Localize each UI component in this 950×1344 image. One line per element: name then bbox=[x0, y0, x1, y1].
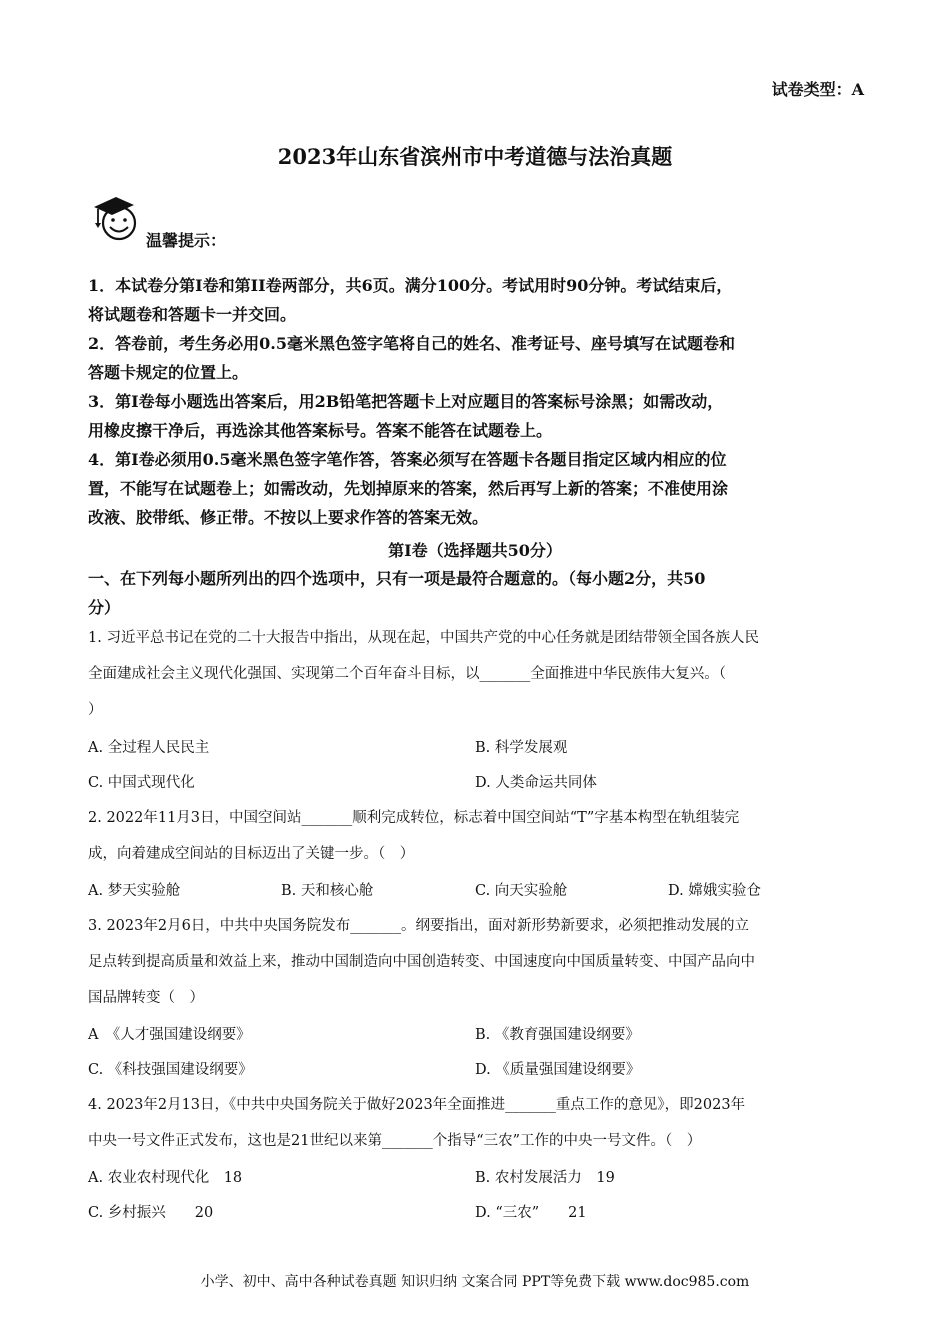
instruction-line: 1．本试卷分第I卷和第II卷两部分，共6页。满分100分。考试用时90分钟。考试结束后， bbox=[88, 276, 733, 295]
question-4-option-b[interactable]: B. 农村发展活力 19 bbox=[475, 1170, 615, 1186]
question-3-option-a[interactable]: A 《人才强国建设纲要》 bbox=[88, 1027, 251, 1043]
question-1-line: 1. 习近平总书记在党的二十大报告中指出，从现在起，中国共产党的中心任务就是团结带领全国各族人民 bbox=[88, 630, 759, 646]
question-3-line: 足点转到提高质量和效益上来，推动中国制造向中国创造转变、中国速度向中国质量转变、中国产品向中 bbox=[88, 954, 755, 970]
question-3-line: 国品牌转变（ ） bbox=[88, 990, 204, 1006]
instruction-line: 4．第I卷必须用0.5毫米黑色签字笔作答，答案必须写在答题卡各题目指定区域内相应的位 bbox=[88, 450, 727, 469]
instruction-line: 用橡皮擦干净后，再选涂其他答案标号。答案不能答在试题卷上。 bbox=[88, 421, 553, 440]
question-2-option-d[interactable]: D. 嫦娥实验仓 bbox=[668, 883, 761, 899]
question-4-line: 中央一号文件正式发布，这也是21世纪以来第_______个指导“三农”工作的中央一号文件。（ ） bbox=[88, 1133, 702, 1149]
question-1-option-c[interactable]: C. 中国式现代化 bbox=[88, 775, 195, 791]
instruction-line: 答题卡规定的位置上。 bbox=[88, 363, 249, 382]
instruction-line: 改液、胶带纸、修正带。不按以上要求作答的答案无效。 bbox=[88, 508, 489, 527]
page-title: 2023年山东省滨州市中考道德与法治真题 bbox=[277, 144, 673, 169]
question-2-line: 2. 2022年11月3日，中国空间站_______顺利完成转位，标志着中国空间站“T”字基本构型在轨组装完 bbox=[88, 810, 740, 826]
page-footer: 小学、初中、高中各种试卷真题 知识归纳 文案合同 PPT等免费下载 www.doc985.com bbox=[200, 1274, 750, 1290]
question-1-line: 全面建成社会主义现代化强国、实现第二个百年奋斗目标，以_______全面推进中华民族伟大复兴。（ bbox=[88, 666, 726, 682]
question-2-option-c[interactable]: C. 向天实验舱 bbox=[475, 883, 568, 899]
question-4-option-a[interactable]: A. 农业农村现代化 18 bbox=[88, 1170, 243, 1186]
question-4-option-d[interactable]: D. “三农” 21 bbox=[475, 1205, 587, 1221]
section-heading: 第Ⅰ卷（选择题共50分） bbox=[388, 541, 562, 560]
question-2-option-a[interactable]: A. 梦天实验舱 bbox=[88, 883, 181, 899]
question-4-option-c[interactable]: C. 乡村振兴 20 bbox=[88, 1205, 214, 1221]
question-1-option-d[interactable]: D. 人类命运共同体 bbox=[475, 775, 597, 791]
question-4-line: 4. 2023年2月13日，《中共中央国务院关于做好2023年全面推进_______重点工作的意见》，即2023年 bbox=[88, 1097, 746, 1113]
question-1-line: ） bbox=[88, 702, 103, 718]
question-3-option-c[interactable]: C. 《科技强国建设纲要》 bbox=[88, 1062, 253, 1078]
part-heading-line: 分） bbox=[88, 598, 121, 617]
question-2-line: 成，向着建成空间站的目标迈出了关键一步。（ ） bbox=[88, 846, 415, 862]
question-3-option-d[interactable]: D. 《质量强国建设纲要》 bbox=[475, 1062, 641, 1078]
instruction-line: 3．第Ⅰ卷每小题选出答案后，用2B铅笔把答题卡上对应题目的答案标号涂黑；如需改动， bbox=[88, 392, 724, 411]
question-3-line: 3. 2023年2月6日，中共中央国务院发布_______。纲要指出，面对新形势新要求，必须把推动发展的立 bbox=[88, 918, 750, 934]
paper-type: 试卷类型：A bbox=[771, 80, 864, 99]
question-2-option-b[interactable]: B. 天和核心舱 bbox=[281, 883, 374, 899]
tips-label: 温馨提示： bbox=[146, 231, 227, 250]
smiley-graduate-icon bbox=[90, 193, 144, 243]
question-1-option-a[interactable]: A. 全过程人民民主 bbox=[88, 740, 210, 756]
question-1-option-b[interactable]: B. 科学发展观 bbox=[475, 740, 568, 756]
instruction-line: 置，不能写在试题卷上；如需改动，先划掉原来的答案，然后再写上新的答案；不准使用涂 bbox=[88, 479, 729, 498]
instruction-line: 2．答卷前，考生务必用0.5毫米黑色签字笔将自己的姓名、准考证号、座号填写在试题卷和 bbox=[88, 334, 735, 353]
part-heading-line: 一、在下列每小题所列出的四个选项中，只有一项是最符合题意的。（每小题2分，共50 bbox=[88, 569, 706, 588]
question-3-option-b[interactable]: B. 《教育强国建设纲要》 bbox=[475, 1027, 640, 1043]
instruction-line: 将试题卷和答题卡一并交回。 bbox=[88, 305, 297, 324]
